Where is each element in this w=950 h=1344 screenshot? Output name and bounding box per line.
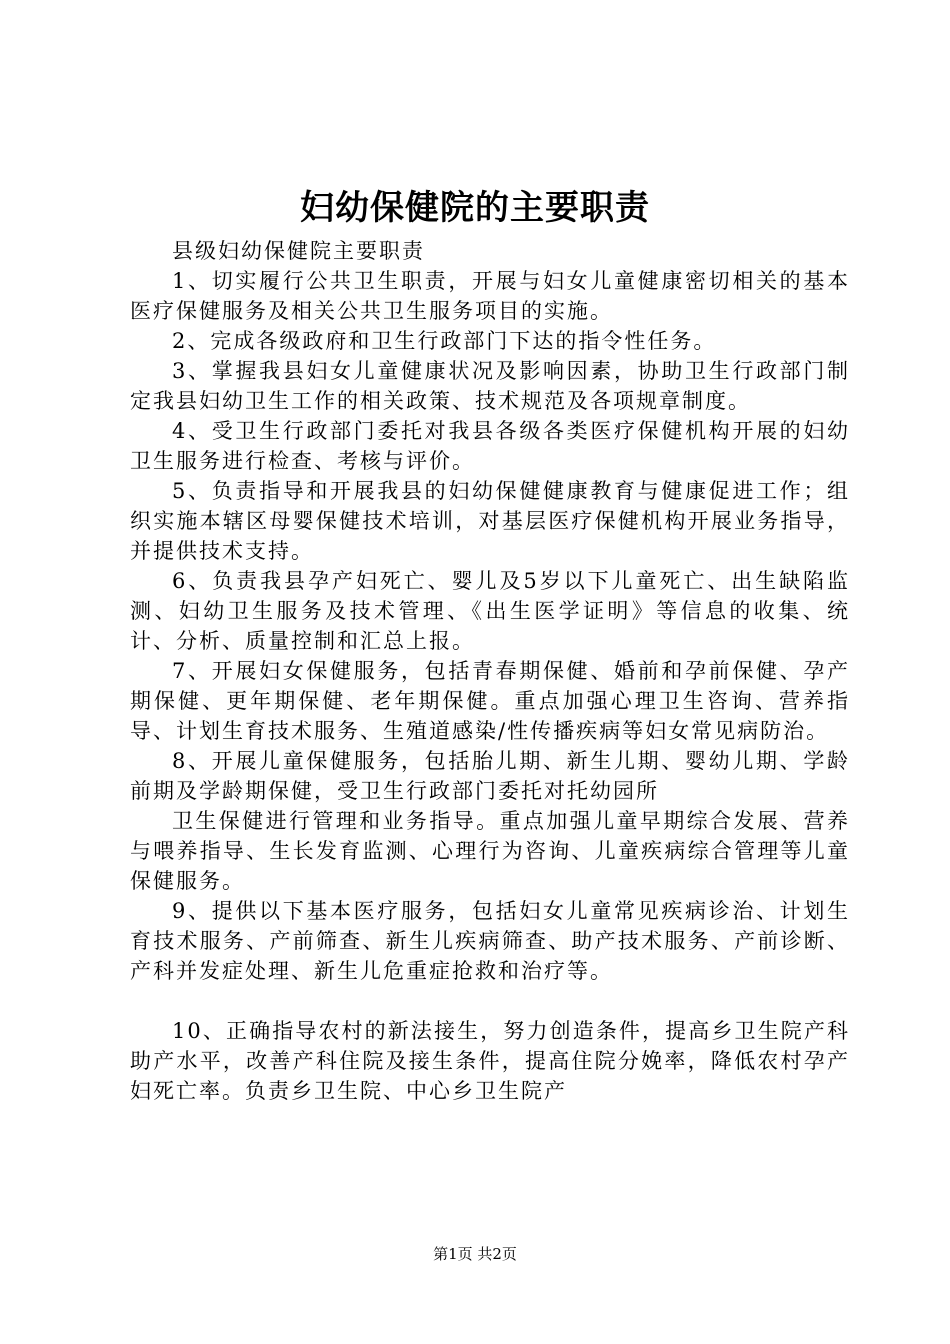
document-body [130, 236, 850, 1106]
paragraph-item-7: 7、开展妇女保健服务，包括青春期保健、婚前和孕前保健、孕产期保健、更年期保健、老年期保健。重点加强心理卫生咨询、营养指导、计划生育技术服务、生殖道感染/性传播疾病等妇女常见病防治。 [130, 659, 850, 743]
page-number: 第1页 共2页 [433, 1245, 517, 1263]
paragraph-item-2: 2、完成各级政府和卫生行政部门下达的指令性任务。 [172, 329, 717, 353]
paragraph-item-5: 5、负责指导和开展我县的妇幼保健健康教育与健康促进工作；组织实施本辖区母婴保健技术培训，对基层医疗保健机构开展业务指导，并提供技术支持。 [130, 479, 850, 563]
paragraph-item-1: 1、切实履行公共卫生职责，开展与妇女儿童健康密切相关的基本医疗保健服务及相关公共卫生服务项目的实施。 [130, 269, 850, 323]
paragraph-item-3: 3、掌握我县妇女儿童健康状况及影响因素，协助卫生行政部门制定我县妇幼卫生工作的相关政策、技术规范及各项规章制度。 [130, 359, 850, 413]
paragraph-item-4: 4、受卫生行政部门委托对我县各级各类医疗保健机构开展的妇幼卫生服务进行检查、考核与评价。 [130, 419, 850, 473]
paragraph-heading: 县级妇幼保健院主要职责 [172, 239, 425, 263]
page-title: 妇幼保健院的主要职责 [300, 188, 650, 228]
paragraph-item-9: 9、提供以下基本医疗服务，包括妇女儿童常见疾病诊治、计划生育技术服务、产前筛查、新生儿疾病筛查、助产技术服务、产前诊断、产科并发症处理、新生儿危重症抢救和治疗等。 [130, 899, 850, 983]
paragraph-item-10: 10、正确指导农村的新法接生，努力创造条件，提高乡卫生院产科助产水平，改善产科住院及接生条件，提高住院分娩率，降低农村孕产妇死亡率。负责乡卫生院、中心乡卫生院产 [130, 1019, 850, 1103]
paragraph-item-8-continued: 卫生保健进行管理和业务指导。重点加强儿童早期综合发展、营养与喂养指导、生长发育监测、心理行为咨询、儿童疾病综合管理等儿童保健服务。 [130, 809, 850, 893]
paragraph-item-6: 6、负责我县孕产妇死亡、婴儿及5岁以下儿童死亡、出生缺陷监测、妇幼卫生服务及技术管理、《出生医学证明》等信息的收集、统计、分析、质量控制和汇总上报。 [130, 569, 850, 653]
paragraph-item-8: 8、开展儿童保健服务，包括胎儿期、新生儿期、婴幼儿期、学龄前期及学龄期保健，受卫生行政部门委托对托幼园所 [130, 749, 850, 803]
